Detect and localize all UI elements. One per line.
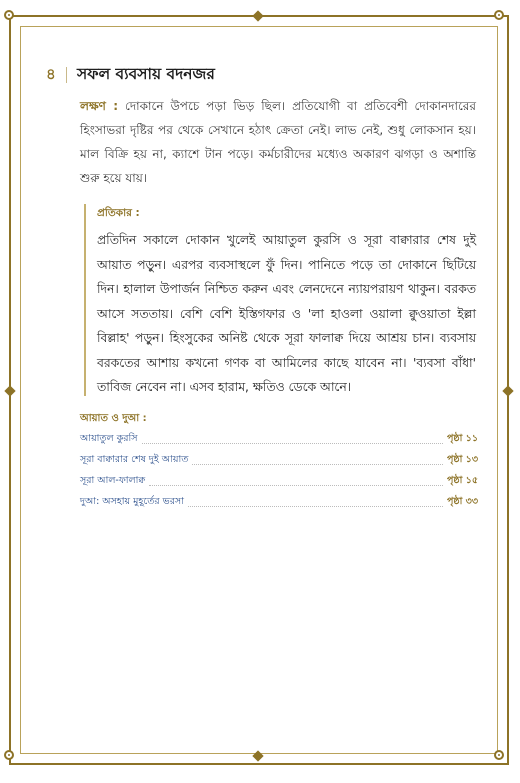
chapter-title: সফল ব্যবসায় বদনজর (77, 65, 215, 83)
reference-text: আয়াতুল কুরসি (80, 433, 138, 444)
symptom-text: দোকানে উপচে পড়া ভিড় ছিল। প্রতিযোগী বা প্রতিবেশী দোকানদারের হিংসাভরা দৃষ্টির পর থেকে সেখানে হঠাৎ ক্রেতা নেই। লাভ নেই, শুধু লোকসান হয়। মাল বিক্রি হয় না, ক্যাশে টান পড়ে। কর্মচারীদের মধ্যেও অকারণ ঝগড়া ও অশান্তি শুরু হয়ে যায়। (80, 99, 476, 185)
reference-item[interactable] (80, 433, 478, 447)
chapter-number: ৪ (46, 64, 56, 83)
corner-ornament-top-right (494, 10, 504, 20)
corner-ornament-bottom-left (4, 750, 14, 760)
reference-item[interactable] (80, 475, 478, 489)
reference-text: সূরা আল-ফালাক্ব (80, 475, 146, 486)
reference-page: পৃষ্ঠা ১৩ (446, 454, 478, 465)
remedy-text: প্রতিদিন সকালে দোকান খুলেই আয়াতুল কুরসি ও সূরা বাক্বারার শেষ দুই আয়াত পড়ুন। এরপর ব্যবসাস্থলে ফুঁ দিন। পানিতে পড়ে তা দোকানে ছিটিয়ে দিন। হালাল উপার্জন নিশ্চিত করুন এবং লেনদেনে ন্যায়পরায়ণ থাকুন। বরকত আসে সততায়। বেশি বেশি ইস্তিগফার ও 'লা হাওলা ওয়ালা ক্বুওয়াতা ইল্লা বিল্লাহ' পড়ুন। হিংসুকের অনিষ্ট থেকে সূরা ফালাক্ব দিয়ে আশ্রয় চান। ব্যবসায় বরকতের আশায় কখনো গণক বা আমিলের কাছে যাবেন না। 'ব্যবসা বাঁধা' তাবিজ নেবেন না। এসব হারাম, ক্ষতিও ডেকে আনে। (97, 233, 476, 394)
dotted-leader (149, 485, 443, 486)
symptom-label: লক্ষণ : (80, 99, 119, 113)
symptom-paragraph (80, 94, 476, 190)
chapter-heading (46, 62, 215, 88)
reference-text: দুআ: অসহায় মুহূর্তের ভরসা (80, 496, 184, 507)
heading-divider (66, 67, 67, 83)
remedy-accent-bar (84, 204, 86, 396)
reference-item[interactable] (80, 496, 478, 510)
dotted-leader (192, 464, 443, 465)
reference-page: পৃষ্ঠা ১৫ (446, 475, 478, 486)
corner-ornament-bottom-right (494, 750, 504, 760)
dotted-leader (188, 506, 443, 507)
dotted-leader (142, 443, 443, 444)
reference-item[interactable] (80, 454, 478, 468)
reference-text: সূরা বাক্বারার শেষ দুই আয়াত (80, 454, 189, 465)
corner-ornament-top-left (4, 10, 14, 20)
references-title: আয়াত ও দুআ : (80, 413, 147, 424)
reference-page: পৃষ্ঠা ১১ (446, 433, 478, 444)
reference-page: পৃষ্ঠা ৩৩ (446, 496, 478, 507)
remedy-label: প্রতিকার : (97, 207, 140, 219)
